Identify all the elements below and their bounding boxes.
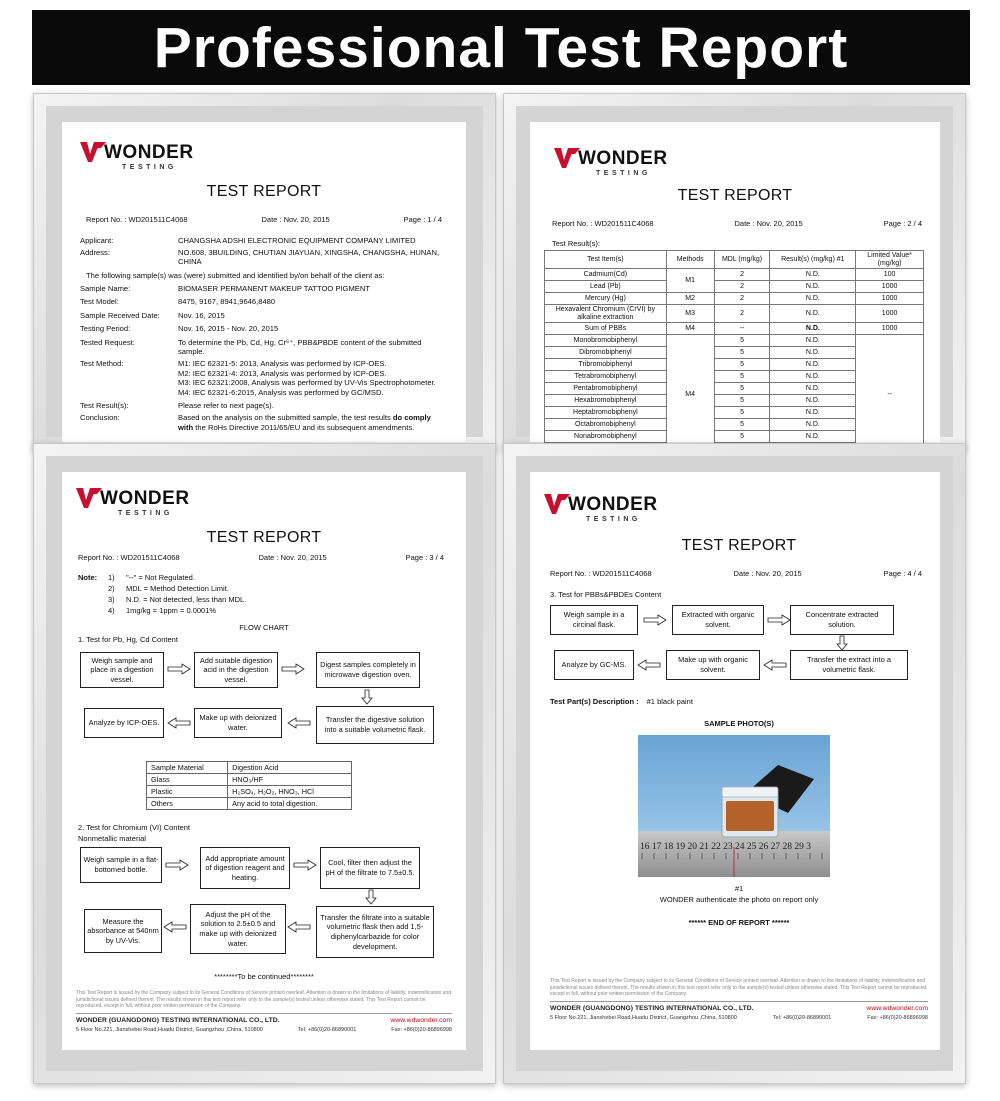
- title-banner: [32, 10, 970, 85]
- report-page-2: [530, 122, 940, 442]
- table-row: Pentabromobiphenyl 5 N.D.: [545, 383, 924, 395]
- logo-brand: WONDER: [568, 494, 658, 515]
- method-m4: M4: IEC 62321-6:2015, Analysis was performed by GC/MSD.: [178, 387, 384, 397]
- applicant-label: Applicant:: [80, 236, 114, 245]
- arrow-right-icon: [644, 615, 666, 625]
- doc-title: TEST REPORT: [206, 529, 322, 546]
- arrow-left-icon: [288, 718, 310, 728]
- logo-sub: TESTING: [586, 516, 641, 523]
- test-model-value: 8475, 9167, 8941,9646,8480: [178, 297, 276, 307]
- table-row: Octabromobiphenyl 5 N.D.: [545, 419, 924, 431]
- section-2-heading: 2. Test for Chromium (VI) Content: [78, 823, 190, 832]
- wonder-logo-mark-icon: [80, 142, 106, 162]
- material-table: Sample Material Digestion Acid Glass HNO₃/HF Plastic H₂SO₄, H₂O₂, HNO₃, HCl Others Any acid to total digestion.: [146, 761, 352, 810]
- arrow-down-icon: [362, 690, 372, 704]
- wonder-logo-mark-icon: [544, 494, 570, 514]
- col-limit: Limited Value* (mg/kg): [856, 251, 924, 269]
- method-m1: M1: IEC 62321-5: 2013, Analysis was performed by ICP-OES.: [178, 359, 387, 369]
- table-row: Mercury (Hg) M2 2 N.D. 1000: [545, 293, 924, 305]
- page-number: Page : 1 / 4: [403, 215, 442, 224]
- table-row: Heptabromobiphenyl 5 N.D.: [545, 407, 924, 419]
- flow-step: Weigh sample and place in a digestion vessel.: [80, 652, 164, 688]
- end-of-report: ****** END OF REPORT ******: [688, 918, 790, 927]
- sample-photo: [638, 735, 830, 877]
- doc-title: TEST REPORT: [681, 537, 797, 554]
- report-page-4: [530, 472, 940, 1050]
- report-date: Date : Nov. 20, 2015: [734, 219, 803, 228]
- logo-brand: WONDER: [100, 488, 190, 509]
- flow-step: Cool, filter then adjust the pH of the filtrate to 7.5±0.5.: [320, 847, 420, 889]
- logo-sub: TESTING: [122, 164, 177, 171]
- logo-brand: WONDER: [578, 148, 668, 169]
- table-row: Hexavalent Chromium (CrVI) by alkaline extraction M3 2 N.D. 1000: [545, 305, 924, 323]
- report-no: Report No. : WD201511C4068: [86, 215, 188, 224]
- table-row: Nonabromobiphenyl 5 N.D.: [545, 431, 924, 443]
- period-value: Nov. 16, 2015 - Nov. 20, 2015: [178, 324, 279, 334]
- flow-step: Extracted with organic solvent.: [672, 605, 764, 635]
- address-label: Address:: [80, 247, 110, 257]
- arrow-right-icon: [768, 615, 790, 625]
- flow-step: Make up with organic solvent.: [666, 650, 760, 680]
- arrow-left-icon: [164, 922, 186, 932]
- arrow-down-icon: [837, 636, 847, 650]
- report-no: Report No. : WD201511C4068: [78, 553, 180, 562]
- arrow-right-icon: [282, 664, 304, 674]
- arrow-left-icon: [168, 718, 190, 728]
- test-part-description: Test Part(s) Description : #1 black paint: [550, 697, 693, 706]
- page-number: Page : 2 / 4: [883, 219, 922, 228]
- table-row: Lead (Pb) 2 N.D. 1000: [545, 281, 924, 293]
- test-model-label: Test Model:: [80, 297, 119, 307]
- table-row: Cadmium(Cd) M1 2 N.D. 100: [545, 269, 924, 281]
- sample-photo-title: SAMPLE PHOTO(S): [704, 719, 774, 728]
- conclusion-comply: do comply with: [178, 413, 431, 432]
- flow-step: Adjust the pH of the solution to 2.5±0.5 and make up with deionized water.: [190, 904, 286, 954]
- section-2-subheading: Nonmetallic material: [78, 834, 146, 843]
- arrow-right-icon: [166, 860, 188, 870]
- arrow-right-icon: [168, 664, 190, 674]
- wonder-logo: [554, 148, 668, 177]
- method-label: Test Method:: [80, 359, 124, 369]
- results-table: [544, 250, 924, 455]
- flow-step: Transfer the extract into a volumetric flask.: [790, 650, 908, 680]
- report-no: Report No. : WD201511C4068: [552, 219, 654, 228]
- request-label: Tested Request:: [80, 337, 135, 347]
- method-m2: M2: IEC 62321-4: 2013, Analysis was performed by ICP-OES.: [178, 368, 387, 378]
- table-row: Dibromobiphenyl 5 N.D.: [545, 347, 924, 359]
- section-3-heading: 3. Test for PBBs&PBDEs Content: [550, 590, 662, 599]
- logo-brand: WONDER: [104, 142, 194, 163]
- table-row: Hexabromobiphenyl 5 N.D.: [545, 395, 924, 407]
- flow-step: Measure the absorbance at 540nm by UV-Vis.: [84, 909, 162, 953]
- col-test-item: Test Item(s): [545, 251, 667, 269]
- method-m3: M3: IEC 62321:2008, Analysis was performed by UV-Vis Spectrophotometer.: [178, 378, 436, 388]
- period-label: Testing Period:: [80, 324, 131, 334]
- wonder-logo: [544, 494, 658, 523]
- flow-step: Digest samples completely in microwave digestion oven.: [316, 652, 420, 688]
- received-label: Sample Received Date:: [80, 310, 160, 320]
- arrow-down-icon: [366, 890, 376, 904]
- flow-step: Make up with deionized water.: [194, 708, 282, 738]
- arrow-left-icon: [288, 922, 310, 932]
- flow-step: Transfer the filtrate into a suitable volumetric flask then add 1,5-diphenylcarbazide for color development.: [316, 906, 434, 958]
- conclusion-a: Based on the analysis on the submitted sample, the test results: [178, 413, 393, 423]
- sample-name-label: Sample Name:: [80, 284, 131, 293]
- address-value: NO.608, 3BUILDING, CHUTIAN JIAYUAN, XINGSHA, CHANGSHA, HUNAN, CHINA: [178, 247, 440, 267]
- flow-chart-title: FLOW CHART: [239, 623, 289, 632]
- page-number: Page : 4 / 4: [883, 569, 922, 578]
- to-be-continued: ********To be continued********: [214, 972, 314, 981]
- page-footer: This Test Report is issued by the Company subject to its General Conditions of Service printed overleaf. Attention is drawn to the limitations of liability, indemnification and jurisdictional issues defined therein. The results shown in this test report refer only to the sample(s) tested unless otherwise stated. This Test Report cannot be reproduced, except in full, without prior written permission of the Company. WONDER (GUANGDONG) TESTING INTERNATIONAL CO., LTD. www.wdwonder.com 5 Floor No.221, Jianshebei Road,Huadu District, Guangzhou ,China, 510800 Tel: +86(0)20-86890001 Fax: +86(0)20-86896998: [76, 990, 452, 1033]
- intro-text: The following sample(s) was (were) submitted and identified by/on behalf of the client as:: [86, 271, 385, 280]
- table-row: Sum of PBBs M4 -- N.D. 1000: [545, 323, 924, 335]
- flow-step: Concentrate extracted solution.: [790, 605, 894, 635]
- report-no: Report No. : WD201511C4068: [550, 569, 652, 578]
- wonder-logo: [80, 142, 194, 171]
- result-value: Please refer to next page(s).: [178, 401, 274, 411]
- logo-sub: TESTING: [596, 170, 651, 177]
- ruler-numbers: 16 17 18 19 20 21 22 23 24 25 26 27 28 29 3: [640, 842, 811, 852]
- wonder-logo-mark-icon: [554, 148, 580, 168]
- table-row: Tribromobiphenyl 5 N.D.: [545, 359, 924, 371]
- notes: Note: 1) "--" = Not Regulated. 2) MDL = Method Detection Limit. 3) N.D. = Not detected, less than MDL. 4) 1mg/kg = 1ppm = 0.0001%: [78, 573, 247, 615]
- report-page-1: [62, 122, 466, 442]
- report-date: Date : Nov. 20, 2015: [258, 553, 327, 562]
- report-date: Date : Nov. 20, 2015: [733, 569, 802, 578]
- flow-step: Transfer the digestive solution into a suitable volumetric flask.: [316, 706, 434, 744]
- wonder-logo: [76, 488, 190, 517]
- result-label: Test Result(s):: [80, 401, 129, 411]
- logo-sub: TESTING: [118, 510, 173, 517]
- flow-step: Analyze by GC-MS.: [554, 650, 634, 680]
- results-heading: Test Result(s):: [552, 239, 600, 248]
- photo-caption: WONDER authenticate the photo on report only: [659, 895, 819, 904]
- page-number: Page : 3 / 4: [405, 553, 444, 562]
- table-row: Monobromobiphenyl M4 5 N.D. --: [545, 335, 924, 347]
- arrow-right-icon: [294, 860, 316, 870]
- col-methods: Methods: [666, 251, 714, 269]
- request-value: To determine the Pb, Cd, Hg, Cr⁶⁺, PBB&PBDE content of the submitted sample.: [178, 337, 422, 357]
- flow-step: Add suitable digestion acid in the digestion vessel.: [194, 652, 278, 688]
- page-footer: This Test Report is issued by the Company subject to its General Conditions of Service printed overleaf. Attention is drawn to the limitations of liability, indemnification and jurisdictional issues defined therein. The results shown in this test report refer only to the sample(s) tested unless otherwise stated. This Test Report cannot be reproduced, except in full, without prior written permission of the Company. WONDER (GUANGDONG) TESTING INTERNATIONAL CO., LTD. www.wdwonder.com 5 Floor No.221, Jianshebei Road,Huadu District, Guangzhou ,China, 510800 Tel: +86(0)20-86890001 Fax: +86(0)20-86896998: [550, 978, 928, 1021]
- conclusion-label: Conclusion:: [80, 413, 120, 423]
- col-mdl: MDL (mg/kg): [714, 251, 770, 269]
- section-1-heading: 1. Test for Pb, Hg, Cd Content: [78, 635, 178, 644]
- report-date: Date : Nov. 20, 2015: [261, 215, 330, 224]
- applicant-value: CHANGSHA ADSHI ELECTRONIC EQUIPMENT COMPANY LIMITED: [178, 236, 416, 245]
- conclusion-c: the RoHs Directive 2011/65/EU and its subsequent amendments.: [193, 422, 415, 432]
- banner-title: Professional Test Report: [153, 15, 849, 80]
- col-result: Result(s) (mg/kg) #1: [770, 251, 856, 269]
- arrow-left-icon: [764, 660, 786, 670]
- doc-title: TEST REPORT: [206, 183, 322, 200]
- doc-title: TEST REPORT: [677, 187, 793, 204]
- photo-label: #1: [734, 884, 744, 893]
- wonder-logo-mark-icon: [76, 488, 102, 508]
- flow-step: Analyze by ICP-OES.: [84, 708, 164, 738]
- flow-step: Weigh sample in a flat-bottomed bottle.: [80, 847, 162, 883]
- sample-name-value: BIOMASER PERMANENT MAKEUP TATTOO PIGMENT: [178, 284, 370, 293]
- report-page-3: [62, 472, 466, 1050]
- arrow-left-icon: [638, 660, 660, 670]
- table-row: Tetrabromobiphenyl 5 N.D.: [545, 371, 924, 383]
- flow-step: Weigh sample in a circinal flask.: [550, 605, 638, 635]
- flow-step: Add appropriate amount of digestion reagent and heating.: [200, 847, 290, 889]
- received-value: Nov. 16, 2015: [178, 310, 225, 320]
